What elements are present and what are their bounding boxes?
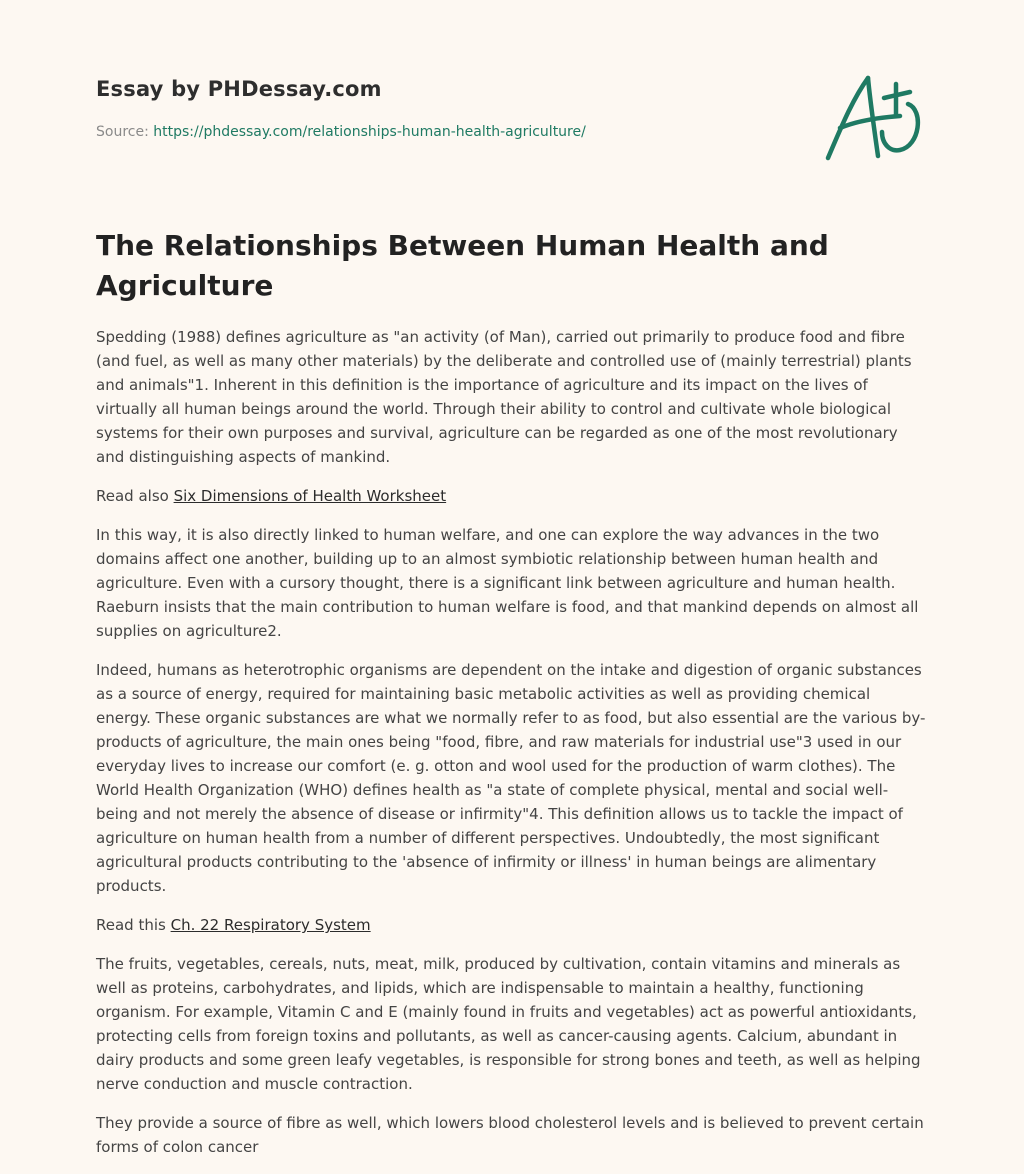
source-label: Source: [96,124,154,140]
read-this-label: Read this [96,916,171,934]
essay-title: The Relationships Between Human Health and Agriculture [96,229,829,302]
brand-title: Essay by PHDessay.com [96,77,382,101]
a-plus-logo-icon [824,70,928,164]
paragraph-4: The fruits, vegetables, cereals, nuts, meat, milk, produced by cultivation, contain vitamins and minerals as well as proteins, carbohydrates, and lipids, which are indispensable to maintain a healthy, functioning organism. For example, Vitamin C and E (mainly found in fruits and vegetables) act as powerful antioxidants, protecting cells from foreign toxins and pollutants, as well as cancer-causing agents. Calcium, abundant in dairy products and some green leafy vegetables, is responsible for strong bones and teeth, as well as helping nerve conduction and muscle contraction. [96,955,921,1093]
paragraph-2: In this way, it is also directly linked to human welfare, and one can explore the way advances in the two domains affect one another, building up to an almost symbiotic relationship between human health and agriculture. Even with a cursory thought, there is a significant link between agriculture and human health. Raeburn insists that the main contribution to human welfare is food, and that mankind depends on almost all supplies on agriculture2. [96,526,919,640]
read-also-line [96,484,928,508]
source-link[interactable]: https://phdessay.com/relationships-human-health-agriculture/ [153,124,586,140]
read-this-link[interactable]: Ch. 22 Respiratory System [170,916,371,934]
read-also-label: Read also [96,487,174,505]
paragraph-5: They provide a source of fibre as well, which lowers blood cholesterol levels and is believed to prevent certain forms of colon cancer [96,1114,924,1156]
read-also-link[interactable]: Six Dimensions of Health Worksheet [173,487,447,505]
paragraph-3: Indeed, humans as heterotrophic organisms are dependent on the intake and digestion of organic substances as a source of energy, required for maintaining basic metabolic activities as well as providing chemical energy. These organic substances are what we normally refer to as food, but also essential are the various by-products of agriculture, the main ones being "food, fibre, and raw materials for industrial use"3 used in our everyday lives to increase our comfort (e. g. otton and wool used for the production of warm clothes). The World Health Organization (WHO) defines health as "a state of complete physical, mental and social well-being and not merely the absence of disease or infirmity"4. This definition allows us to tackle the impact of agriculture on human health from a number of different perspectives. Undoubtedly, the most significant agricultural products contributing to the 'absence of infirmity or illness' in human beings are alimentary products. [96,661,926,895]
paragraph-1: Spedding (1988) defines agriculture as "an activity (of Man), carried out primarily to produce food and fibre (and fuel, as well as many other materials) by the deliberate and controlled use of (mainly terrestrial) plants and animals"1. Inherent in this definition is the importance of agriculture and its impact on the lives of virtually all human beings around the world. Through their ability to control and cultivate whole biological systems for their own purposes and survival, agriculture can be regarded as one of the most revolutionary and distinguishing aspects of mankind. [96,328,912,466]
essay-body [96,325,928,1174]
page-header [96,74,928,184]
read-this-line [96,913,928,937]
source-line [96,124,586,140]
